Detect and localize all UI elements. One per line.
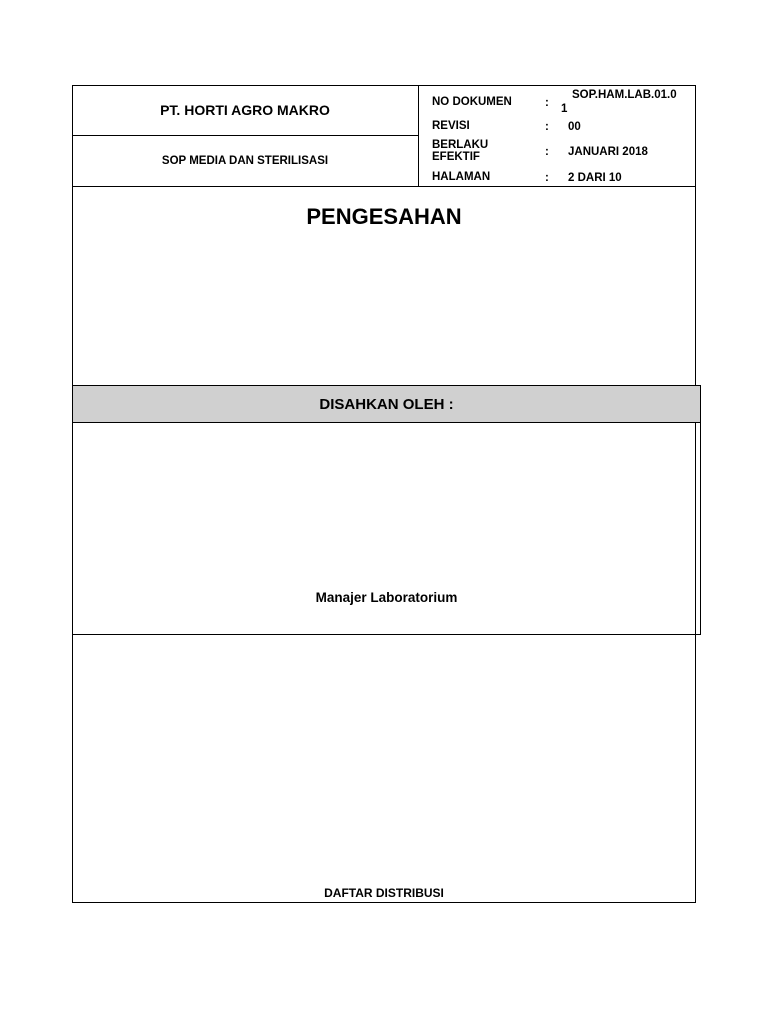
- berlaku-label-line2: EFEKTIF: [432, 151, 480, 163]
- no-dokumen-label: NO DOKUMEN: [432, 96, 512, 108]
- signer-role: Manajer Laboratorium: [315, 590, 458, 605]
- approval-section: [72, 385, 701, 635]
- berlaku-label-line1: BERLAKU: [432, 139, 489, 151]
- halaman-colon: :: [545, 172, 549, 184]
- approval-header: [73, 386, 700, 423]
- document-title-text: SOP MEDIA DAN STERILISASI: [161, 155, 329, 167]
- no-dokumen-value-line1: SOP.HAM.LAB.01.0: [572, 89, 677, 101]
- no-dokumen-value-line2: 1: [561, 103, 568, 115]
- berlaku-colon: :: [545, 146, 549, 158]
- berlaku-value: JANUARI 2018: [568, 146, 648, 158]
- page-title: PENGESAHAN: [306, 204, 462, 229]
- no-dokumen-colon: :: [545, 97, 549, 109]
- revisi-value: 00: [568, 121, 581, 133]
- revisi-label: REVISI: [432, 120, 470, 132]
- header-divider: [72, 186, 696, 187]
- distribution-label: DAFTAR DISTRIBUSI: [324, 886, 444, 900]
- revisi-colon: :: [545, 121, 549, 133]
- company-name: [72, 85, 419, 136]
- halaman-label: HALAMAN: [432, 171, 491, 183]
- document-title: [72, 135, 419, 187]
- halaman-value: 2 DARI 10: [568, 172, 622, 184]
- company-name-text: PT. HORTI AGRO MAKRO: [160, 102, 330, 118]
- approval-header-text: DISAHKAN OLEH :: [319, 395, 454, 413]
